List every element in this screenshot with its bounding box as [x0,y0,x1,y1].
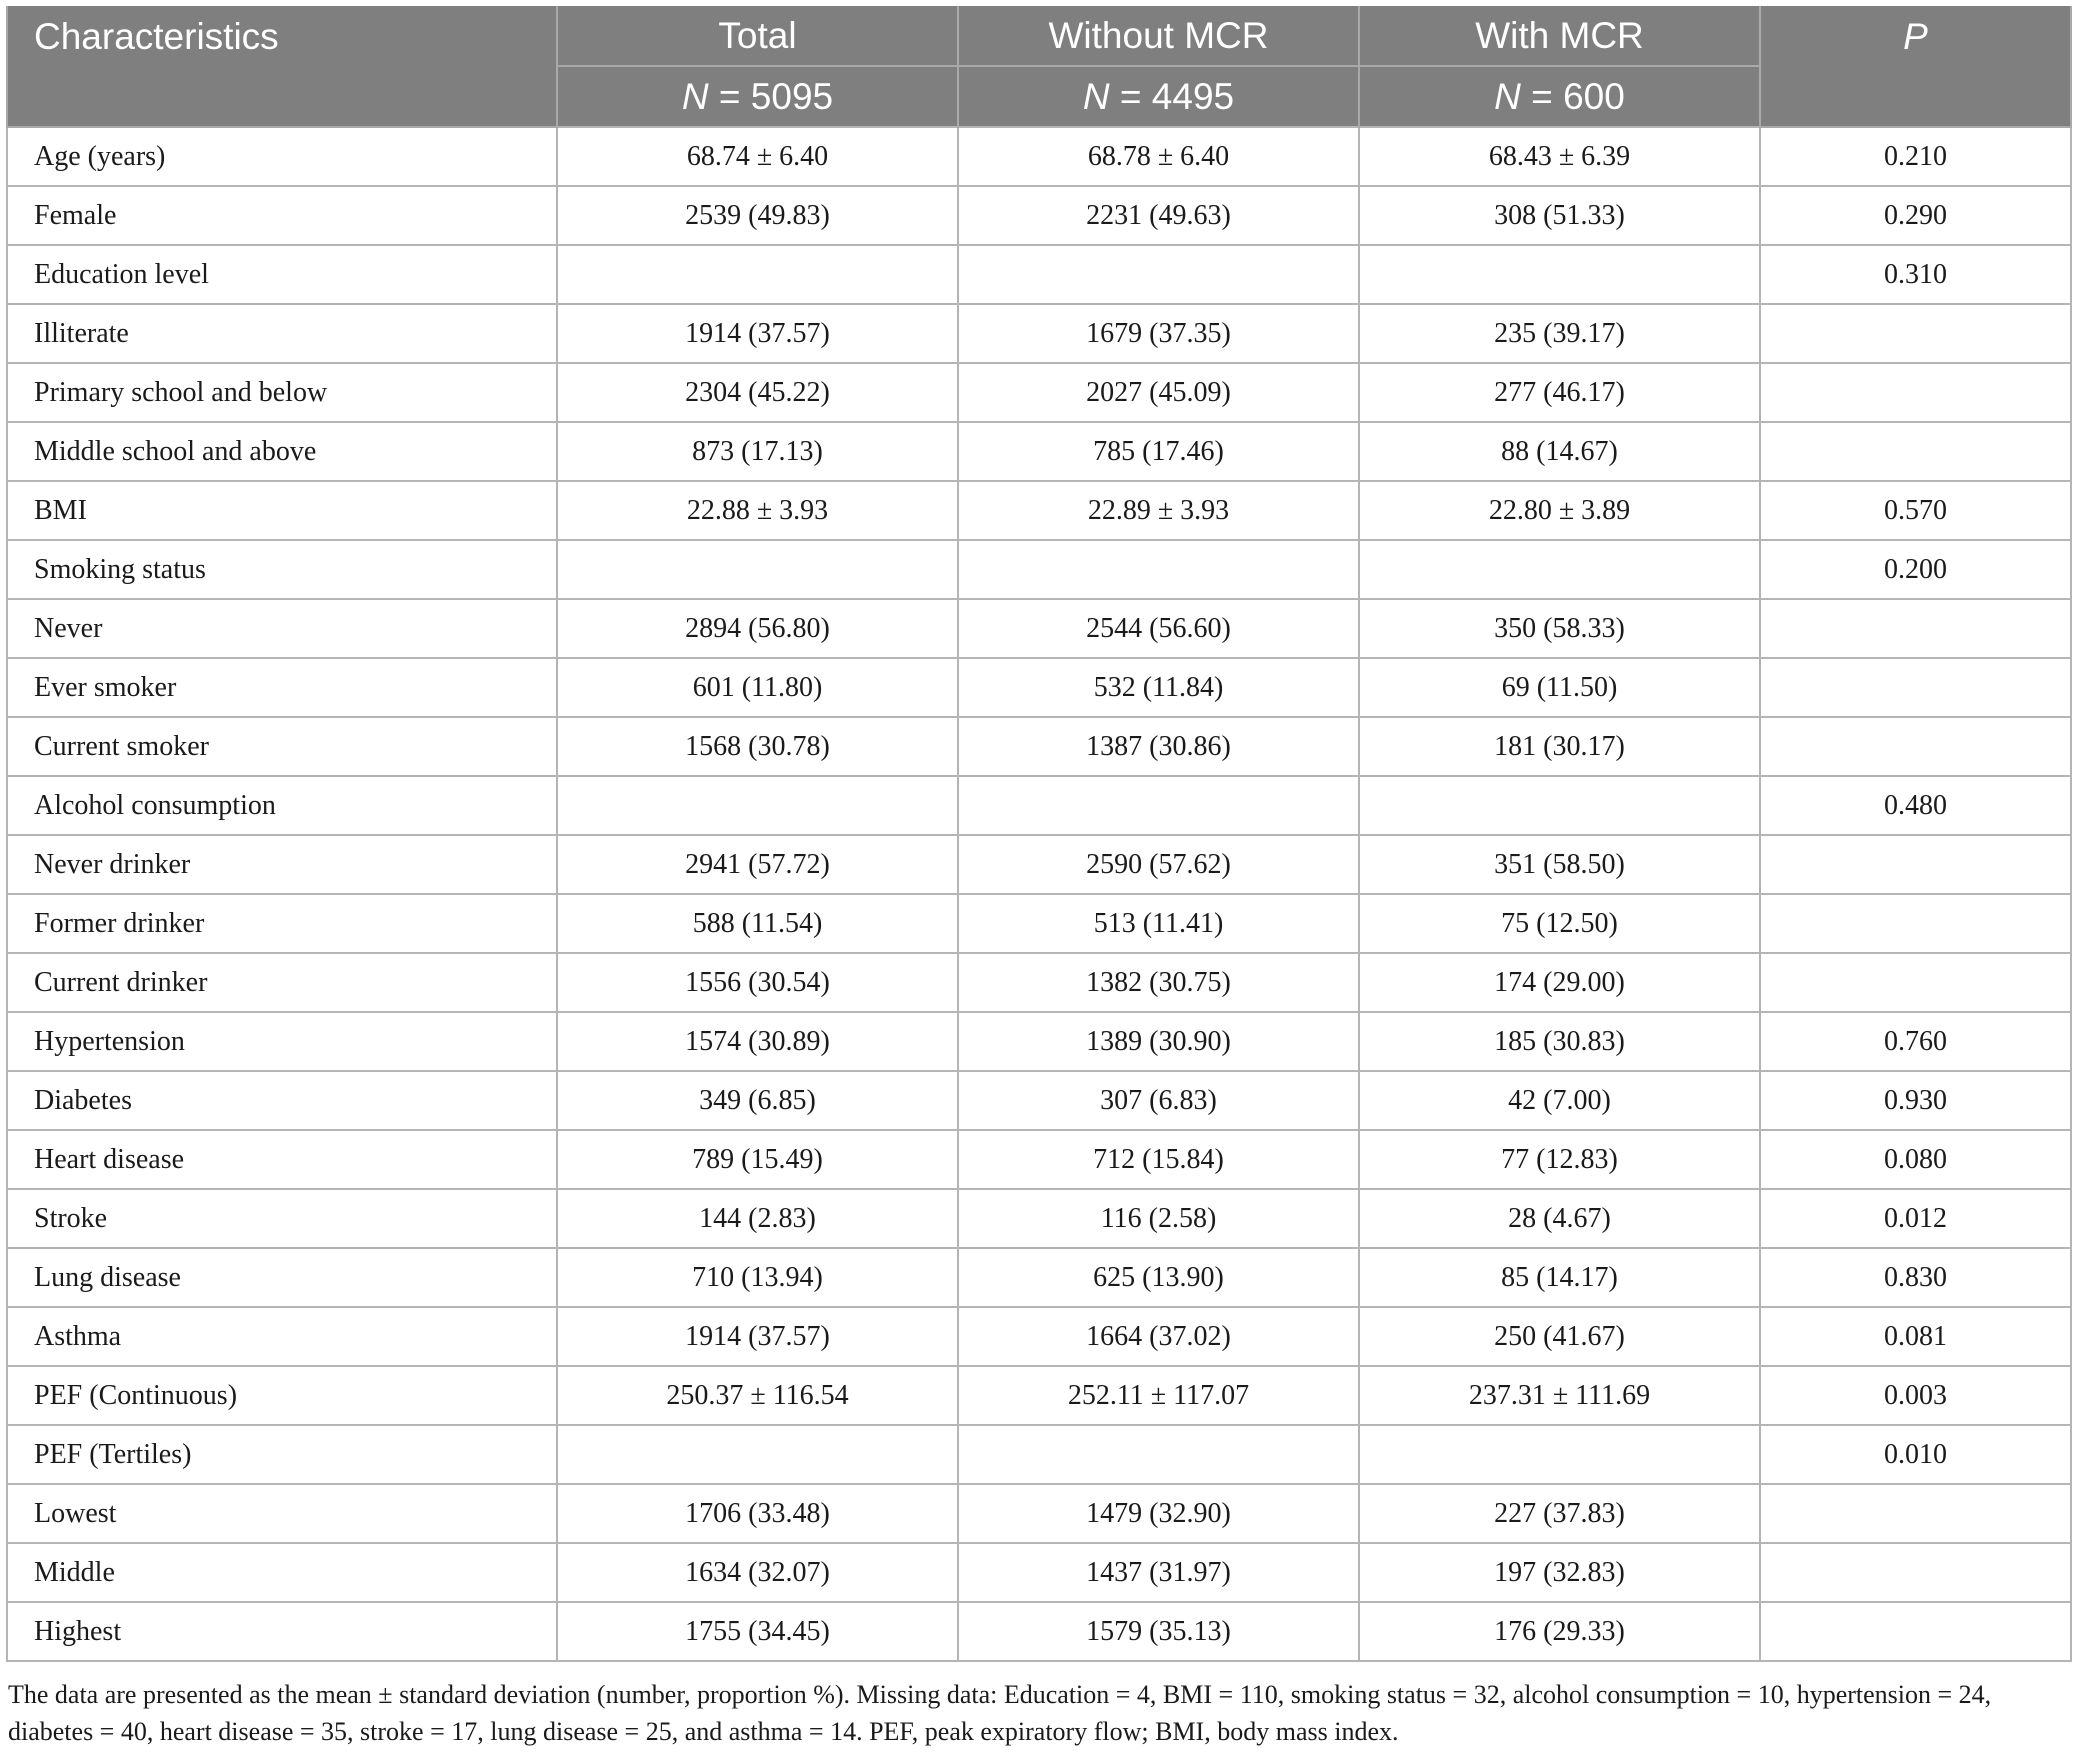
table-row [7,540,2071,599]
cell-p-value: 0.081 [1760,1307,2071,1366]
cell-total: 2304 (45.22) [557,363,958,422]
cell-with-mcr: 350 (58.33) [1359,599,1760,658]
table-row [7,363,2071,422]
table-row [7,481,2071,540]
table-container [6,6,2070,1750]
cell-with-mcr: 277 (46.17) [1359,363,1760,422]
table-row [7,835,2071,894]
cell-with-mcr [1359,776,1760,835]
table-row [7,304,2071,363]
cell-with-mcr: 197 (32.83) [1359,1543,1760,1602]
cell-p-value: 0.080 [1760,1130,2071,1189]
footnote-line-2: diabetes = 40, heart disease = 35, stroke = 17, lung disease = 25, and asthma = 14. PEF, peak expiratory flow; BMI, body mass index. [8,1717,1399,1746]
cell-without-mcr: 307 (6.83) [958,1071,1359,1130]
cell-with-mcr: 308 (51.33) [1359,186,1760,245]
cell-without-mcr: 1679 (37.35) [958,304,1359,363]
cell-p-value: 0.830 [1760,1248,2071,1307]
cell-label: Former drinker [7,894,557,953]
cell-with-mcr [1359,540,1760,599]
table-row [7,1071,2071,1130]
cell-total: 250.37 ± 116.54 [557,1366,958,1425]
cell-p-value: 0.210 [1760,127,2071,186]
cell-p-value: 0.310 [1760,245,2071,304]
cell-label: PEF (Tertiles) [7,1425,557,1484]
table-body [7,127,2071,1661]
cell-with-mcr: 250 (41.67) [1359,1307,1760,1366]
cell-with-mcr [1359,1425,1760,1484]
cell-without-mcr: 1579 (35.13) [958,1602,1359,1661]
n-symbol: N [681,75,709,117]
cell-without-mcr: 2544 (56.60) [958,599,1359,658]
cell-label: Illiterate [7,304,557,363]
cell-total: 601 (11.80) [557,658,958,717]
cell-with-mcr: 351 (58.50) [1359,835,1760,894]
table-row [7,894,2071,953]
table-row [7,1602,2071,1661]
cell-label: Never drinker [7,835,557,894]
cell-with-mcr: 42 (7.00) [1359,1071,1760,1130]
table-row [7,1484,2071,1543]
table-row [7,1012,2071,1071]
n-total-value: = 5095 [708,75,834,117]
cell-p-value: 0.200 [1760,540,2071,599]
cell-without-mcr: 252.11 ± 117.07 [958,1366,1359,1425]
cell-label: Current smoker [7,717,557,776]
cell-label: Never [7,599,557,658]
cell-p-value: 0.480 [1760,776,2071,835]
cell-with-mcr: 68.43 ± 6.39 [1359,127,1760,186]
cell-without-mcr: 2590 (57.62) [958,835,1359,894]
table-row [7,1543,2071,1602]
cell-total [557,776,958,835]
cell-without-mcr: 712 (15.84) [958,1130,1359,1189]
cell-label: Asthma [7,1307,557,1366]
cell-p-value [1760,422,2071,481]
cell-label: Middle [7,1543,557,1602]
cell-with-mcr: 176 (29.33) [1359,1602,1760,1661]
cell-p-value: 0.012 [1760,1189,2071,1248]
cell-label: Middle school and above [7,422,557,481]
cell-with-mcr: 88 (14.67) [1359,422,1760,481]
cell-label: Alcohol consumption [7,776,557,835]
cell-total: 349 (6.85) [557,1071,958,1130]
n-symbol: N [1082,75,1110,117]
cell-p-value: 0.290 [1760,186,2071,245]
table-row [7,658,2071,717]
cell-label: Heart disease [7,1130,557,1189]
cell-total: 1634 (32.07) [557,1543,958,1602]
cell-label: PEF (Continuous) [7,1366,557,1425]
cell-with-mcr: 237.31 ± 111.69 [1359,1366,1760,1425]
cell-p-value [1760,894,2071,953]
cell-total: 144 (2.83) [557,1189,958,1248]
cell-total: 1914 (37.57) [557,304,958,363]
cell-without-mcr [958,776,1359,835]
cell-total: 1706 (33.48) [557,1484,958,1543]
characteristics-table [6,6,2072,1662]
cell-label: Lung disease [7,1248,557,1307]
cell-label: Primary school and below [7,363,557,422]
cell-without-mcr: 1479 (32.90) [958,1484,1359,1543]
cell-p-value [1760,835,2071,894]
cell-with-mcr: 28 (4.67) [1359,1189,1760,1248]
cell-label: Highest [7,1602,557,1661]
cell-total: 710 (13.94) [557,1248,958,1307]
header-with-mcr: With MCR [1359,6,1760,66]
cell-label: Female [7,186,557,245]
header-n-total [557,66,958,127]
cell-without-mcr [958,540,1359,599]
table-row [7,717,2071,776]
table-row [7,599,2071,658]
cell-without-mcr: 1664 (37.02) [958,1307,1359,1366]
cell-without-mcr: 1389 (30.90) [958,1012,1359,1071]
cell-without-mcr: 22.89 ± 3.93 [958,481,1359,540]
n-with-value: = 600 [1520,75,1625,117]
cell-p-value: 0.010 [1760,1425,2071,1484]
cell-total: 2894 (56.80) [557,599,958,658]
table-row [7,1248,2071,1307]
cell-p-value: 0.003 [1760,1366,2071,1425]
cell-with-mcr: 235 (39.17) [1359,304,1760,363]
cell-p-value [1760,363,2071,422]
cell-total: 789 (15.49) [557,1130,958,1189]
cell-label: Education level [7,245,557,304]
cell-total: 2539 (49.83) [557,186,958,245]
cell-p-value [1760,717,2071,776]
header-total: Total [557,6,958,66]
cell-without-mcr: 785 (17.46) [958,422,1359,481]
cell-p-value [1760,304,2071,363]
cell-without-mcr: 1387 (30.86) [958,717,1359,776]
table-row [7,127,2071,186]
cell-with-mcr: 75 (12.50) [1359,894,1760,953]
cell-p-value: 0.570 [1760,481,2071,540]
cell-without-mcr: 68.78 ± 6.40 [958,127,1359,186]
cell-p-value [1760,1543,2071,1602]
cell-without-mcr: 513 (11.41) [958,894,1359,953]
cell-total: 588 (11.54) [557,894,958,953]
cell-with-mcr: 185 (30.83) [1359,1012,1760,1071]
cell-without-mcr: 2231 (49.63) [958,186,1359,245]
footnote-line-1: The data are presented as the mean ± standard deviation (number, proportion %). Missing data: Education = 4, BMI = 110, smoking status = 32, alcohol consumption = 10, hypertension = 24, [8,1680,1992,1709]
cell-p-value: 0.760 [1760,1012,2071,1071]
cell-without-mcr [958,1425,1359,1484]
cell-without-mcr: 2027 (45.09) [958,363,1359,422]
table-row [7,776,2071,835]
table-row [7,1307,2071,1366]
cell-label: Lowest [7,1484,557,1543]
cell-p-value [1760,658,2071,717]
cell-total: 1568 (30.78) [557,717,958,776]
cell-total: 1755 (34.45) [557,1602,958,1661]
header-row-1 [7,6,2071,66]
cell-p-value [1760,1602,2071,1661]
cell-with-mcr: 85 (14.17) [1359,1248,1760,1307]
table-row [7,422,2071,481]
header-p-value: P [1760,6,2071,127]
table-row [7,953,2071,1012]
cell-total [557,245,958,304]
cell-with-mcr: 69 (11.50) [1359,658,1760,717]
cell-total: 1914 (37.57) [557,1307,958,1366]
cell-total: 2941 (57.72) [557,835,958,894]
cell-without-mcr [958,245,1359,304]
cell-with-mcr: 77 (12.83) [1359,1130,1760,1189]
table-row [7,1425,2071,1484]
cell-label: Ever smoker [7,658,557,717]
cell-label: Smoking status [7,540,557,599]
footnote [6,1676,2068,1750]
table-row [7,1366,2071,1425]
cell-p-value [1760,599,2071,658]
cell-p-value: 0.930 [1760,1071,2071,1130]
table-row [7,186,2071,245]
cell-total: 22.88 ± 3.93 [557,481,958,540]
cell-label: Current drinker [7,953,557,1012]
table-row [7,245,2071,304]
table-row [7,1130,2071,1189]
n-symbol: N [1494,75,1521,117]
cell-with-mcr: 181 (30.17) [1359,717,1760,776]
cell-with-mcr: 174 (29.00) [1359,953,1760,1012]
cell-p-value [1760,953,2071,1012]
n-without-value: = 4495 [1109,75,1235,117]
cell-without-mcr: 532 (11.84) [958,658,1359,717]
cell-total: 68.74 ± 6.40 [557,127,958,186]
cell-with-mcr: 22.80 ± 3.89 [1359,481,1760,540]
header-n-with [1359,66,1760,127]
cell-label: BMI [7,481,557,540]
table-header [7,6,2071,127]
cell-total: 1556 (30.54) [557,953,958,1012]
header-n-without [958,66,1359,127]
cell-without-mcr: 1382 (30.75) [958,953,1359,1012]
cell-with-mcr [1359,245,1760,304]
cell-total [557,1425,958,1484]
cell-label: Stroke [7,1189,557,1248]
header-without-mcr: Without MCR [958,6,1359,66]
cell-total [557,540,958,599]
cell-label: Hypertension [7,1012,557,1071]
cell-without-mcr: 625 (13.90) [958,1248,1359,1307]
cell-total: 873 (17.13) [557,422,958,481]
cell-p-value [1760,1484,2071,1543]
cell-with-mcr: 227 (37.83) [1359,1484,1760,1543]
cell-label: Diabetes [7,1071,557,1130]
cell-total: 1574 (30.89) [557,1012,958,1071]
cell-without-mcr: 1437 (31.97) [958,1543,1359,1602]
header-characteristics: Characteristics [7,6,557,127]
cell-label: Age (years) [7,127,557,186]
table-row [7,1189,2071,1248]
cell-without-mcr: 116 (2.58) [958,1189,1359,1248]
